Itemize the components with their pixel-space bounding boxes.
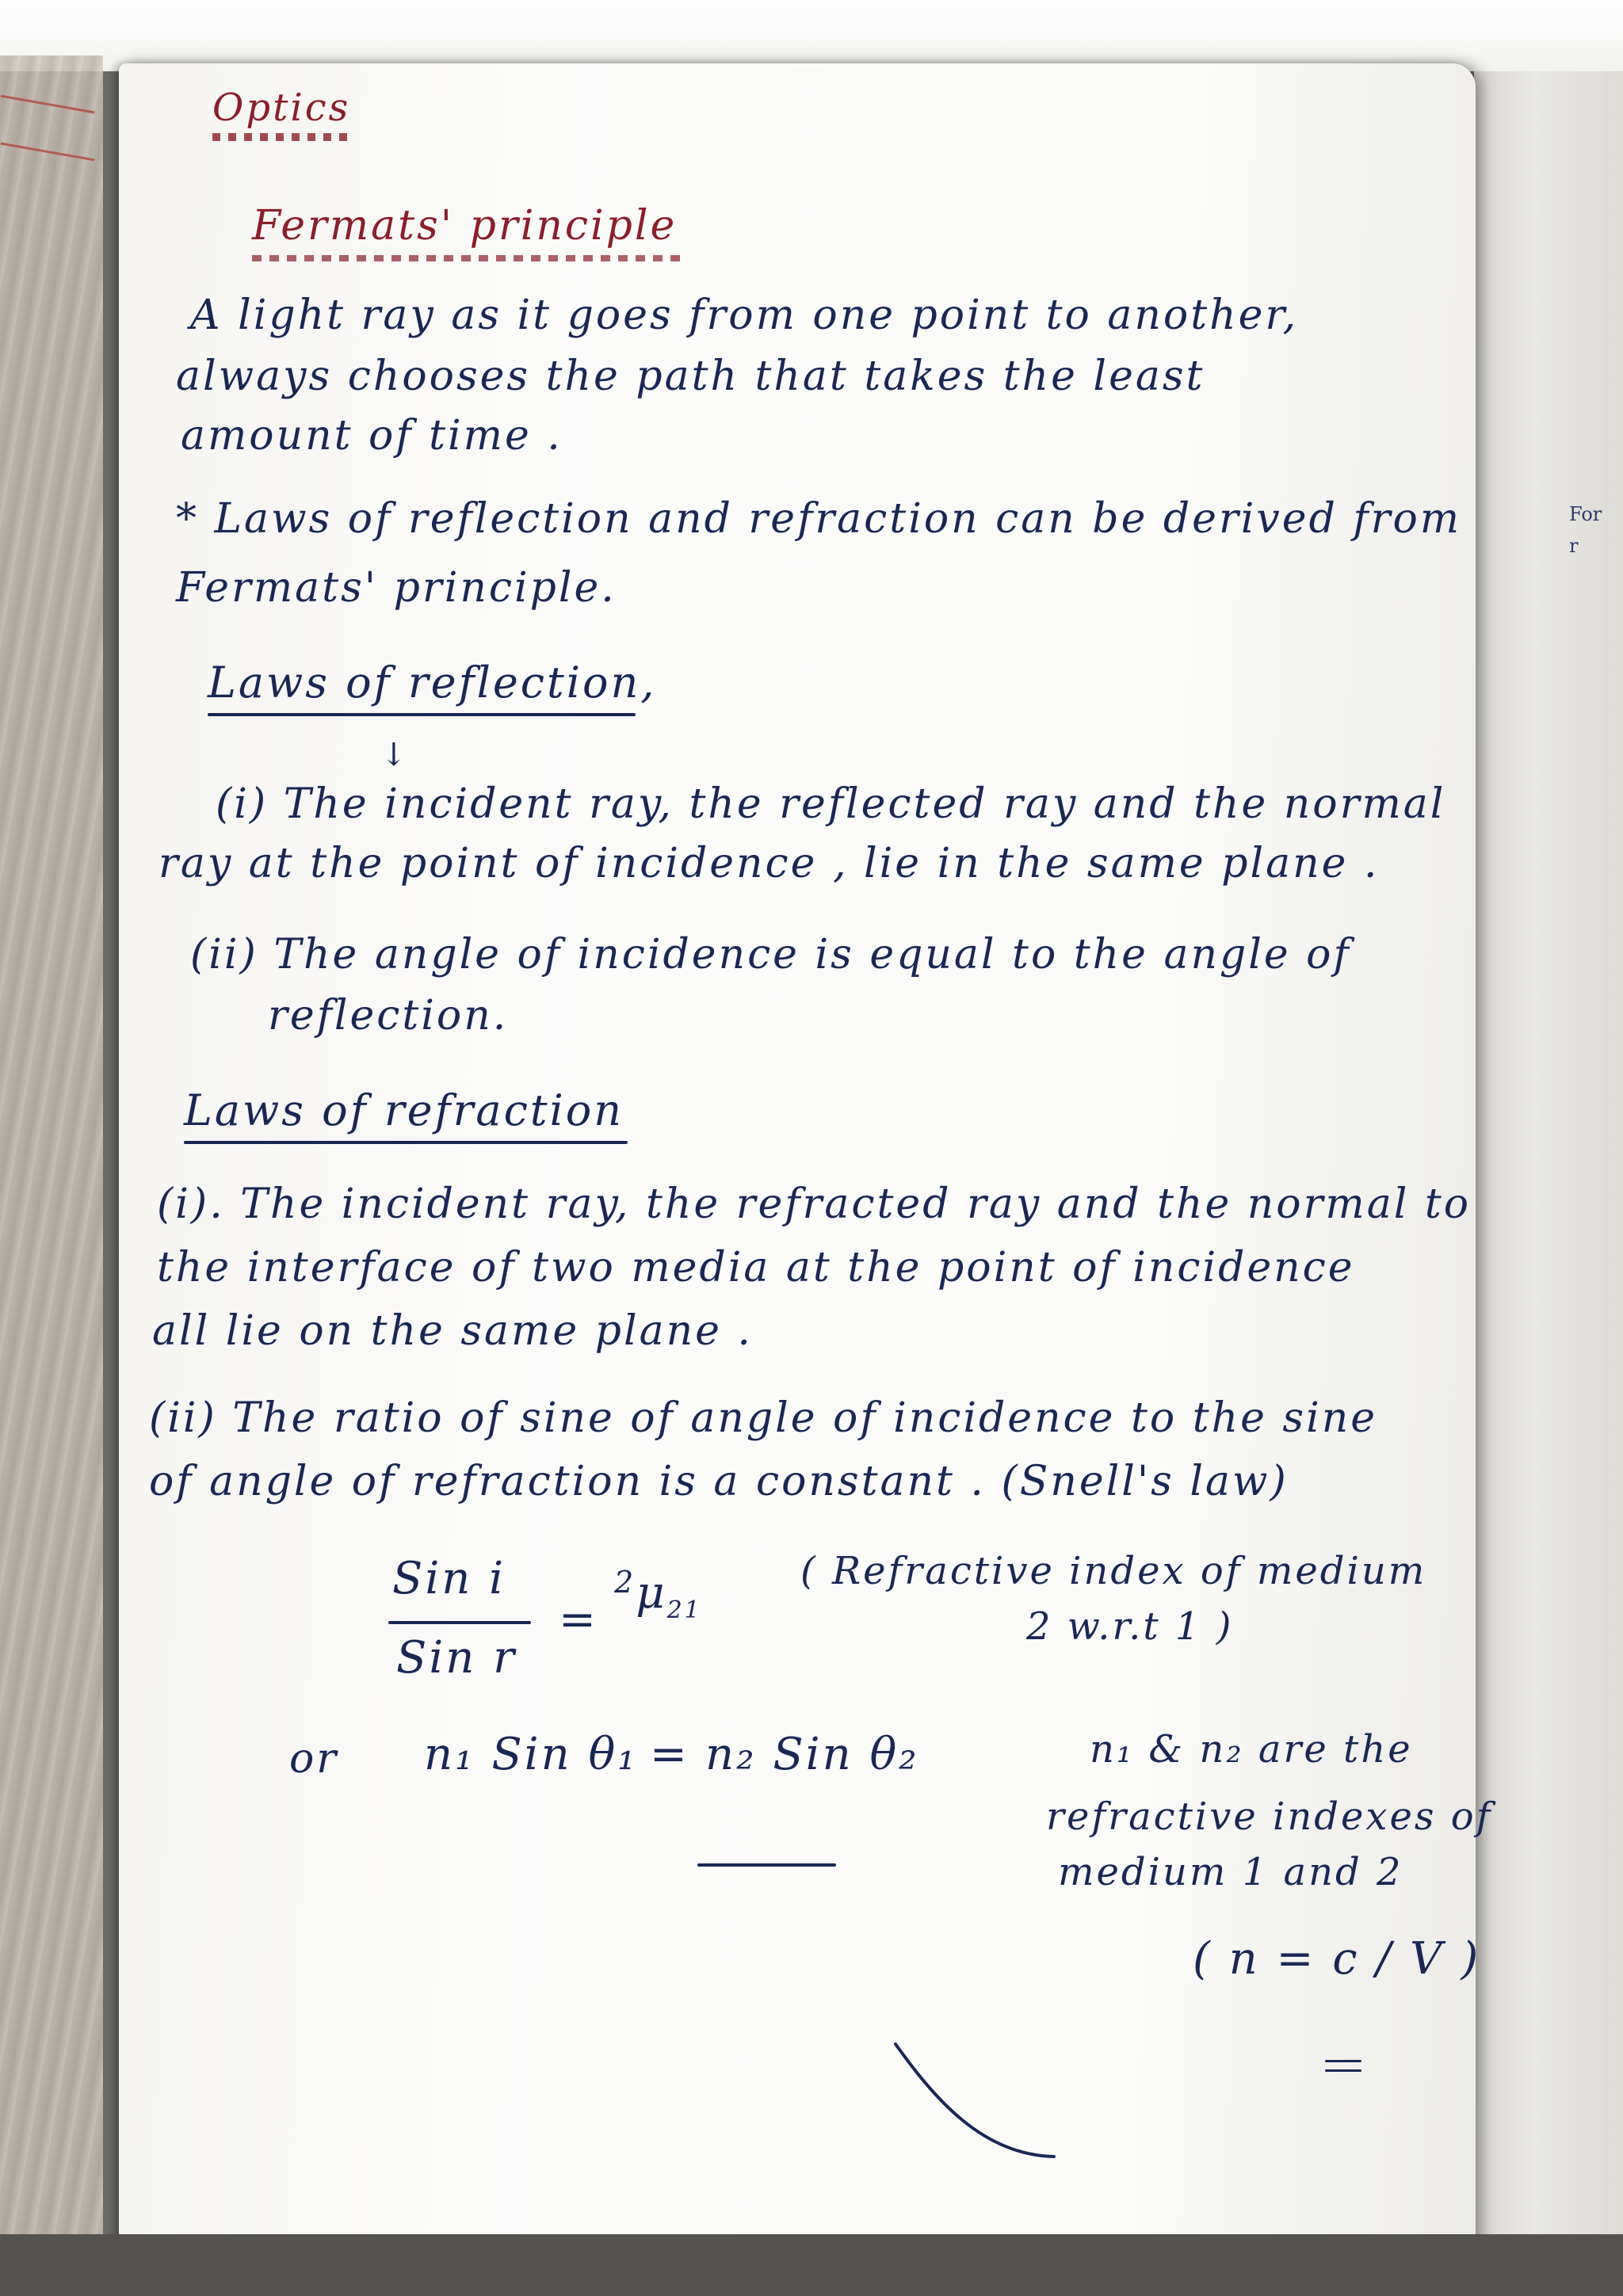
side-note-line-1: n₁ & n₂ are the: [1090, 1727, 1413, 1772]
side-note-line-2: refractive indexes of: [1046, 1794, 1493, 1839]
reflection-heading-underline: [208, 713, 636, 716]
refraction-law-1-line-1: (i). The incident ray, the refracted ray and the normal to: [157, 1180, 1472, 1228]
snell-lhs: n₁ Sin θ₁: [424, 1729, 638, 1780]
double-underline-2: [1325, 2069, 1361, 2072]
rhs-mu: μ: [636, 1567, 667, 1619]
pen-tick-mark: [888, 2036, 1062, 2171]
refractive-index-note-line-1: ( Refractive index of medium: [800, 1549, 1427, 1593]
equation-rhs: [614, 1565, 702, 1624]
equation-numerator: Sin i: [392, 1553, 506, 1604]
right-page-edge: [1474, 71, 1623, 2258]
refractive-index-note-line-2: 2 w.r.t 1 ): [1026, 1604, 1234, 1649]
fermat-line-1: A light ray as it goes from one point to another,: [190, 292, 1299, 339]
equation-equals: =: [559, 1594, 598, 1646]
right-page-fragment: r: [1569, 535, 1579, 557]
fermat-line-2: always chooses the path that takes the least: [176, 353, 1205, 400]
snell-rhs: n₂ Sin θ₂: [705, 1729, 919, 1780]
refraction-law-1-line-2: the interface of two media at the point of incidence: [157, 1244, 1355, 1291]
title-underline: [212, 133, 355, 141]
derived-line-1: * Laws of reflection and refraction can be derived from: [176, 495, 1462, 543]
reflection-law-2-line-1: (ii) The angle of incidence is equal to the angle of: [190, 931, 1351, 978]
scan-bottom-shadow: [0, 2234, 1623, 2296]
heading-laws-of-refraction: Laws of refraction: [184, 1085, 624, 1135]
refraction-law-1-line-3: all lie on the same plane .: [152, 1307, 753, 1355]
subtitle-underline: [252, 255, 688, 261]
derived-line-2: Fermats' principle.: [176, 564, 617, 612]
page-title: Optics: [212, 86, 351, 130]
reflection-law-1-line-1: (i) The incident ray, the reflected ray and the normal: [216, 780, 1446, 828]
heading-laws-of-reflection: Laws of reflection,: [208, 658, 657, 707]
fraction-bar: [388, 1621, 531, 1624]
rhs-subscript: 21: [666, 1596, 702, 1624]
refraction-heading-underline: [184, 1141, 628, 1144]
left-page-edge: [0, 55, 103, 2234]
snell-equals: =: [650, 1729, 689, 1780]
right-page-fragment: For: [1569, 503, 1602, 525]
scan-top-margin: [0, 0, 1623, 71]
equation-end-line: [697, 1863, 836, 1867]
arrow-down-icon: ↓: [380, 737, 407, 773]
side-note-line-3: medium 1 and 2: [1058, 1850, 1403, 1894]
section-title-fermat: Fermats' principle: [252, 202, 678, 250]
reflection-law-2-line-2: reflection.: [268, 992, 509, 1039]
equation-or: or: [289, 1735, 339, 1783]
equation-denominator: Sin r: [396, 1632, 517, 1684]
reflection-law-1-line-2: ray at the point of incidence , lie in the same plane .: [158, 840, 1380, 887]
refractive-index-definition: ( n = c / V ): [1193, 1933, 1481, 1985]
fermat-line-3: amount of time .: [181, 412, 563, 460]
rhs-superscript: 2: [614, 1565, 636, 1600]
double-underline-1: [1325, 2060, 1361, 2062]
refraction-law-2-line-2: of angle of refraction is a constant . (Snell's law): [149, 1458, 1289, 1505]
refraction-law-2-line-1: (ii) The ratio of sine of angle of incidence to the sine: [149, 1394, 1377, 1442]
